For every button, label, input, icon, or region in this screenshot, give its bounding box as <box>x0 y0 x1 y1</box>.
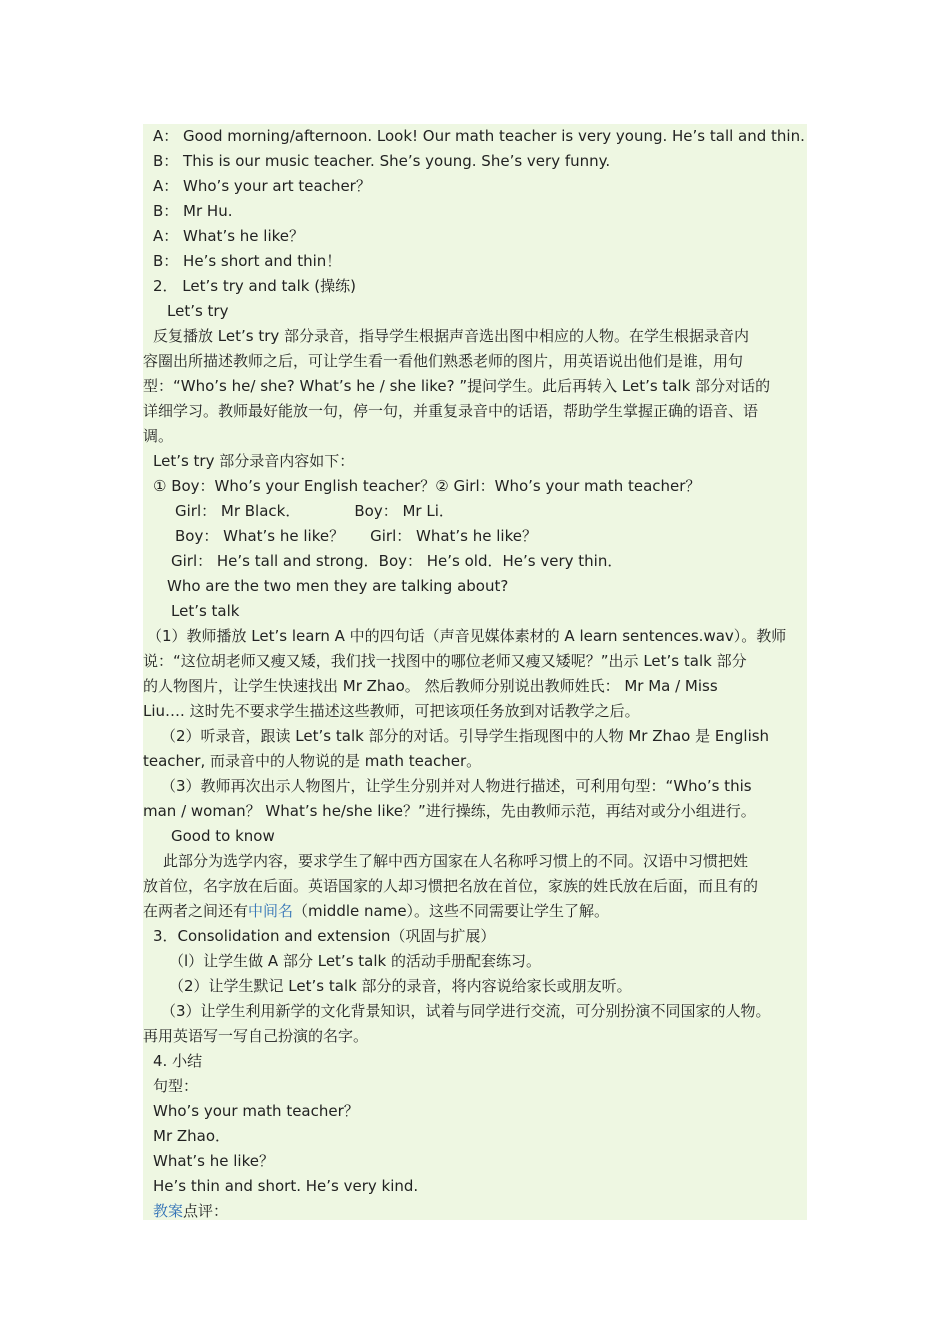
paragraph-line: 容圈出所描述教师之后，可让学生看一看他们熟悉老师的图片，用英语说出他们是谁，用句 <box>143 352 744 370</box>
subsection-heading: Good to know <box>171 827 275 845</box>
section-heading: 2． Let’s try and talk (操练) <box>153 277 356 295</box>
subsection-heading: Let’s talk <box>171 602 240 620</box>
dialogue-line: ① Boy：Who’s your English teacher？② Girl：Who’s your math teacher？ <box>153 477 701 495</box>
paragraph-line: man / woman？ What’s he/she like？”进行操练，先由教师示范，再结对或分小组进行。 <box>143 802 756 820</box>
dialogue-line: B： He’s short and thin！ <box>153 252 342 270</box>
dialogue-line: B： This is our music teacher. She’s young. She’s very funny. <box>153 152 611 170</box>
paragraph-line: 反复播放 Let’s try 部分录音，指导学生根据声音选出图中相应的人物。在学生根据录音内 <box>153 327 750 345</box>
paragraph-line: Let’s try 部分录音内容如下： <box>153 452 355 470</box>
dialogue-part: Boy： Mr Li． <box>354 502 454 520</box>
sentence-pattern: Mr Zhao． <box>153 1127 231 1145</box>
paragraph-line: 再用英语写一写自己扮演的名字。 <box>143 1027 369 1045</box>
dialogue-line: Girl： He’s tall and strong．Boy： He’s old．He’s very thin． <box>171 552 623 570</box>
paragraph-line: 句型： <box>153 1077 199 1095</box>
paragraph-line: Liu…. 这时先不要求学生描述这些教师，可把该项任务放到对话教学之后。 <box>143 702 640 720</box>
dialogue-line <box>175 524 537 549</box>
paragraph-line: 此部分为选学内容，要求学生了解中西方国家在人名称呼习惯上的不同。汉语中习惯把姓 <box>163 852 749 870</box>
dialogue-part: Girl： Mr Black． <box>175 502 301 520</box>
paragraph-line: （l）让学生做 A 部分 Let’s talk 的活动手册配套练习。 <box>169 952 541 970</box>
lesson-plan-text-block <box>143 124 807 1220</box>
paragraph-line: 放首位，名字放在后面。英语国家的人却习惯把名放在首位，家族的姓氏放在后面，而且有的 <box>143 877 759 895</box>
section-heading: 3．Consolidation and extension（巩固与扩展） <box>153 927 496 945</box>
lesson-plan-link[interactable]: 教案 <box>153 1202 184 1220</box>
paragraph-line: （1）教师播放 Let’s learn A 中的四句话（声音见媒体素材的 A learn sentences.wav）。教师 <box>147 627 787 645</box>
paragraph-line: Who are the two men they are talking about? <box>167 577 509 595</box>
dialogue-line <box>175 499 454 524</box>
paragraph-line: 详细学习。教师最好能放一句，停一句，并重复录音中的话语，帮助学生掌握正确的语音、语 <box>143 402 759 420</box>
sentence-pattern: He’s thin and short. He’s very kind. <box>153 1177 419 1195</box>
section-heading: 4. 小结 <box>153 1052 203 1070</box>
subsection-heading: Let’s try <box>167 302 229 320</box>
paragraph-line: teacher, 而录音中的人物说的是 math teacher。 <box>143 752 482 770</box>
dialogue-line: A： Good morning/afternoon. Look! Our math teacher is very young. He’s tall and thin. <box>153 127 805 145</box>
text-segment: 点评： <box>183 1202 229 1220</box>
sentence-pattern: What’s he like？ <box>153 1152 274 1170</box>
dialogue-line: B： Mr Hu. <box>153 202 233 220</box>
sentence-pattern: Who’s your math teacher？ <box>153 1102 359 1120</box>
paragraph-line: （3）教师再次出示人物图片，让学生分别并对人物进行描述，可利用句型：“Who’s this <box>161 777 752 795</box>
paragraph-line <box>143 899 609 924</box>
paragraph-line: （3）让学生利用新学的文化背景知识，试着与同学进行交流，可分别扮演不同国家的人物。 <box>161 1002 771 1020</box>
paragraph-line: 调。 <box>143 427 174 445</box>
dialogue-part: Girl： What’s he like？ <box>370 527 537 545</box>
paragraph-line: 的人物图片，让学生快速找出 Mr Zhao。 然后教师分别说出教师姓氏： Mr Ma / Miss <box>143 677 718 695</box>
paragraph-line: 型：“Who’s he/ she? What’s he / she like? ”提问学生。此后再转入 Let’s talk 部分对话的 <box>143 377 771 395</box>
dialogue-part: Boy： What’s he like？ <box>175 527 345 545</box>
paragraph-line: 说：“这位胡老师又瘦又矮，我们找一找图中的哪位老师又瘦又矮呢？”出示 Let’s talk 部分 <box>143 652 747 670</box>
dialogue-line: A： What’s he like？ <box>153 227 305 245</box>
paragraph-line <box>153 1199 228 1224</box>
middle-name-link[interactable]: 中间名 <box>248 902 294 920</box>
paragraph-line: （2）听录音，跟读 Let’s talk 部分的对话。引导学生指现图中的人物 Mr Zhao 是 English <box>161 727 770 745</box>
text-segment: （middle name）。这些不同需要让学生了解。 <box>293 902 610 920</box>
dialogue-line: A： Who’s your art teacher？ <box>153 177 371 195</box>
paragraph-line: （2）让学生默记 Let’s talk 部分的录音，将内容说给家长或朋友听。 <box>169 977 632 995</box>
text-segment: 在两者之间还有 <box>143 902 249 920</box>
